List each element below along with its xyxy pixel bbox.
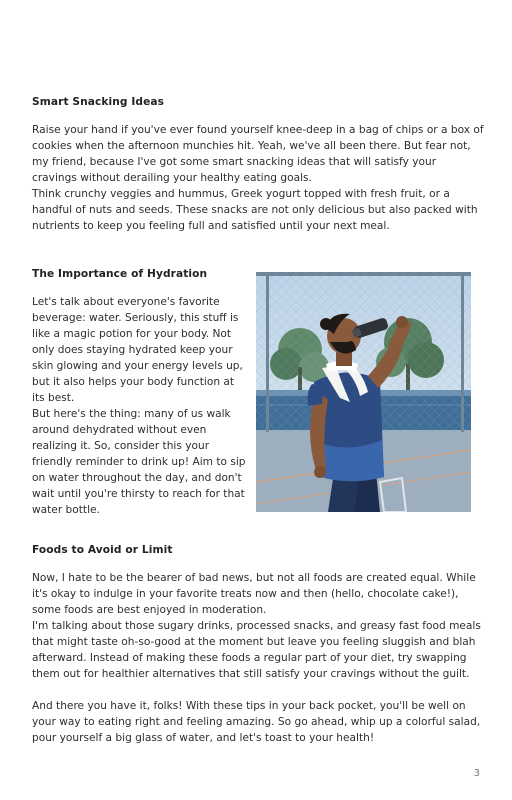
man-drinking-water-photo xyxy=(256,272,471,512)
snacking-paragraph-2: Think crunchy veggies and hummus, Greek yogurt topped with fresh fruit, or a handful of nuts and seeds. These snacks are not only delicious but also packed with nutrients to keep you feeling full and satisfied until your next meal. xyxy=(32,188,478,232)
page-number: 3 xyxy=(473,768,480,779)
hydration-paragraph-1: Let's talk about everyone's favorite beverage: water. Seriously, this stuff is like a magic potion for your body. Not only does staying hydrated keep your skin glowing and your energy levels up, but it also helps your body function at its best. xyxy=(32,296,243,404)
foods-paragraph-1: Now, I hate to be the bearer of bad news, but not all foods are created equal. While it's okay to indulge in your favorite treats now and then (hello, chocolate cake!), some foods are best enjoyed in moderation. xyxy=(32,572,476,616)
section-heading-snacking: Smart Snacking Ideas xyxy=(32,96,165,108)
foods-paragraph-2: I'm talking about those sugary drinks, processed snacks, and greasy fast food meals that might taste oh-so-good at the moment but leave you feeling sluggish and blah afterward. Instead of making these foods a regular part of your diet, try swapping them out for healthier alternatives that still satisfy your cravings without the guilt. xyxy=(32,620,481,680)
section-heading-hydration: The Importance of Hydration xyxy=(32,268,208,280)
hydration-paragraph-2: But here's the thing: many of us walk around dehydrated without even realizing it. So, consider this your friendly reminder to drink up! Aim to sip on water throughout the day, and don't wait until you're thirsty to reach for that water bottle. xyxy=(32,408,246,516)
foods-paragraph-3: And there you have it, folks! With these tips in your back pocket, you'll be well on your way to eating right and feeling amazing. So go ahead, whip up a colorful salad, pour yourself a big glass of water, and let's toast to your health! xyxy=(32,700,481,744)
section-heading-foods-to-avoid: Foods to Avoid or Limit xyxy=(32,544,173,556)
snacking-paragraph-1: Raise your hand if you've ever found yourself knee-deep in a bag of chips or a box of cookies when the afternoon munchies hit. Yeah, we've all been there. But fear not, my friend, because I've got some smart snacking ideas that will satisfy your cravings without derailing your healthy eating goals. xyxy=(32,124,484,184)
